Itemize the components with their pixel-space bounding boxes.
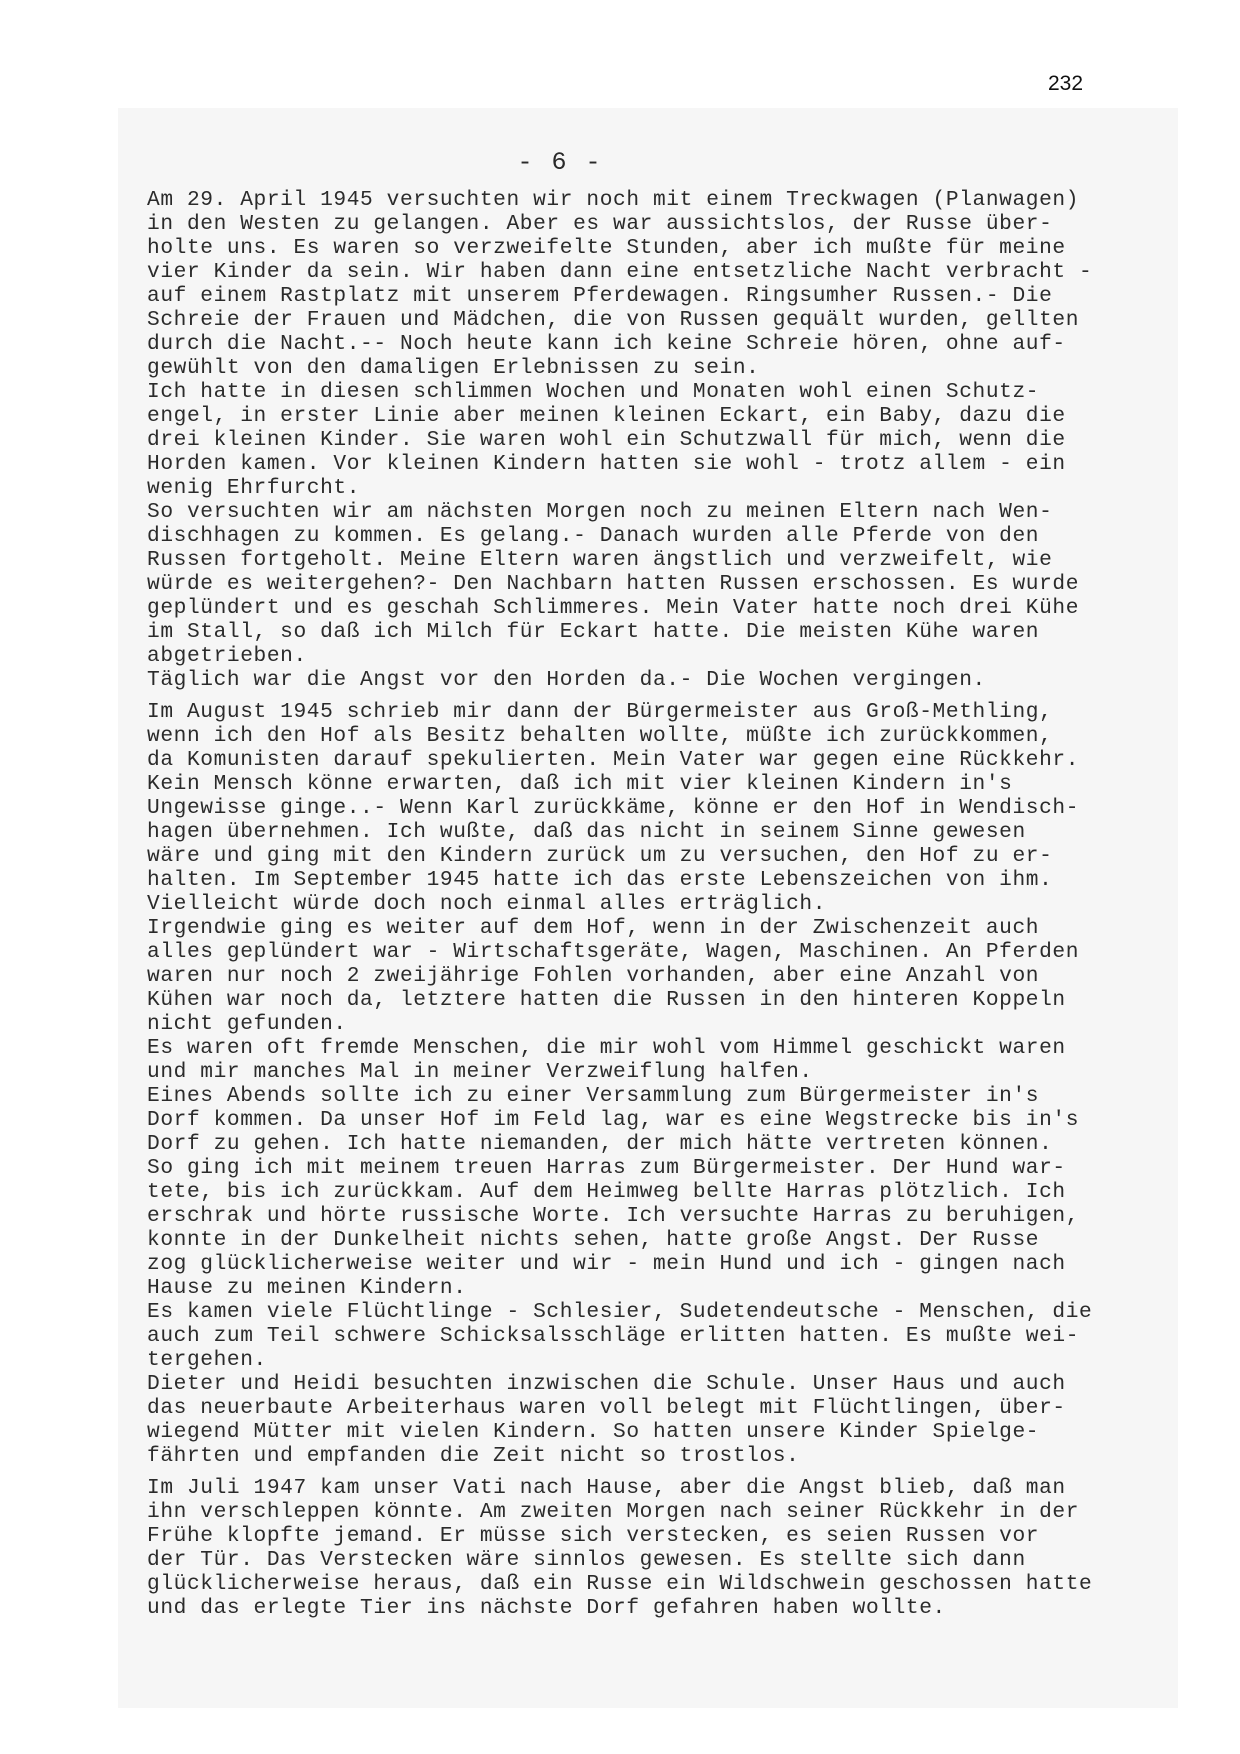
text-line: Kein Mensch könne erwarten, daß ich mit vier kleinen Kindern in's bbox=[147, 772, 1013, 796]
text-line: Schreie der Frauen und Mädchen, die von Russen gequält wurden, gellten bbox=[147, 308, 1080, 332]
text-line: Frühe klopfte jemand. Er müsse sich verstecken, es seien Russen vor bbox=[147, 1524, 1040, 1548]
typewritten-text-body bbox=[147, 188, 1167, 1620]
text-line: Eines Abends sollte ich zu einer Versammlung zum Bürgermeister in's bbox=[147, 1084, 1040, 1108]
text-line: Kühen war noch da, letztere hatten die Russen in den hinteren Koppeln bbox=[147, 988, 1066, 1012]
paragraph-gap bbox=[147, 1468, 1167, 1476]
text-line: waren nur noch 2 zweijährige Fohlen vorhanden, aber eine Anzahl von bbox=[147, 964, 1040, 988]
text-line: So versuchten wir am nächsten Morgen noch zu meinen Eltern nach Wen- bbox=[147, 500, 1053, 524]
text-line: tete, bis ich zurückkam. Auf dem Heimweg bellte Harras plötzlich. Ich bbox=[147, 1180, 1066, 1204]
text-line: würde es weitergehen?- Den Nachbarn hatten Russen erschossen. Es wurde bbox=[147, 572, 1080, 596]
section-number: - 6 - bbox=[517, 148, 603, 177]
text-line: wenig Ehrfurcht. bbox=[147, 476, 361, 500]
text-line: holte uns. Es waren so verzweifelte Stunden, aber ich mußte für meine bbox=[147, 236, 1066, 260]
text-line: fährten und empfanden die Zeit nicht so trostlos. bbox=[147, 1444, 800, 1468]
text-line: der Tür. Das Verstecken wäre sinnlos gewesen. Es stellte sich dann bbox=[147, 1548, 1026, 1572]
text-line: drei kleinen Kinder. Sie waren wohl ein Schutzwall für mich, wenn die bbox=[147, 428, 1066, 452]
text-line: erschrak und hörte russische Worte. Ich versuchte Harras zu beruhigen, bbox=[147, 1204, 1080, 1228]
text-line: Im August 1945 schrieb mir dann der Bürgermeister aus Groß-Methling, bbox=[147, 700, 1053, 724]
text-line: konnte in der Dunkelheit nichts sehen, hatte große Angst. Der Russe bbox=[147, 1228, 1040, 1252]
text-line: tergehen. bbox=[147, 1348, 267, 1372]
text-line: und mir manches Mal in meiner Verzweiflung halfen. bbox=[147, 1060, 813, 1084]
text-line: geplündert und es geschah Schlimmeres. Mein Vater hatte noch drei Kühe bbox=[147, 596, 1080, 620]
text-line: auf einem Rastplatz mit unserem Pferdewagen. Ringsumher Russen.- Die bbox=[147, 284, 1053, 308]
text-line: zog glücklicherweise weiter und wir - mein Hund und ich - gingen nach bbox=[147, 1252, 1066, 1276]
text-line: vier Kinder da sein. Wir haben dann eine entsetzliche Nacht verbracht - bbox=[147, 260, 1093, 284]
text-line: wäre und ging mit den Kindern zurück um zu versuchen, den Hof zu er- bbox=[147, 844, 1053, 868]
text-line: abgetrieben. bbox=[147, 644, 307, 668]
text-line: Täglich war die Angst vor den Horden da.- Die Wochen vergingen. bbox=[147, 668, 986, 692]
text-line: und das erlegte Tier ins nächste Dorf gefahren haben wollte. bbox=[147, 1596, 946, 1620]
text-line: Dorf zu gehen. Ich hatte niemanden, der mich hätte vertreten können. bbox=[147, 1132, 1053, 1156]
text-line: wenn ich den Hof als Besitz behalten wollte, müßte ich zurückkommen, bbox=[147, 724, 1053, 748]
text-line: da Komunisten darauf spekulierten. Mein Vater war gegen eine Rückkehr. bbox=[147, 748, 1080, 772]
text-line: Im Juli 1947 kam unser Vati nach Hause, aber die Angst blieb, daß man bbox=[147, 1476, 1066, 1500]
text-line: Ich hatte in diesen schlimmen Wochen und Monaten wohl einen Schutz- bbox=[147, 380, 1040, 404]
text-line: das neuerbaute Arbeiterhaus waren voll belegt mit Flüchtlingen, über- bbox=[147, 1396, 1066, 1420]
text-line: Horden kamen. Vor kleinen Kindern hatten sie wohl - trotz allem - ein bbox=[147, 452, 1066, 476]
text-line: Hause zu meinen Kindern. bbox=[147, 1276, 467, 1300]
text-line: Dieter und Heidi besuchten inzwischen die Schule. Unser Haus und auch bbox=[147, 1372, 1066, 1396]
text-line: dischhagen zu kommen. Es gelang.- Danach wurden alle Pferde von den bbox=[147, 524, 1040, 548]
text-line: Irgendwie ging es weiter auf dem Hof, wenn in der Zwischenzeit auch bbox=[147, 916, 1040, 940]
paragraph bbox=[147, 1476, 1167, 1620]
text-line: Ungewisse ginge..- Wenn Karl zurückkäme, könne er den Hof in Wendisch- bbox=[147, 796, 1080, 820]
text-line: durch die Nacht.-- Noch heute kann ich keine Schreie hören, ohne auf- bbox=[147, 332, 1066, 356]
text-line: ihn verschleppen könnte. Am zweiten Morgen nach seiner Rückkehr in der bbox=[147, 1500, 1080, 1524]
text-line: wiegend Mütter mit vielen Kindern. So hatten unsere Kinder Spielge- bbox=[147, 1420, 1040, 1444]
text-line: Am 29. April 1945 versuchten wir noch mit einem Treckwagen (Planwagen) bbox=[147, 188, 1080, 212]
text-line: nicht gefunden. bbox=[147, 1012, 347, 1036]
page-number: 232 bbox=[1048, 72, 1084, 95]
text-line: alles geplündert war - Wirtschaftsgeräte, Wagen, Maschinen. An Pferden bbox=[147, 940, 1080, 964]
paragraph bbox=[147, 188, 1167, 692]
text-line: hagen übernehmen. Ich wußte, daß das nicht in seinem Sinne gewesen bbox=[147, 820, 1026, 844]
text-line: Vielleicht würde doch noch einmal alles erträglich. bbox=[147, 892, 827, 916]
text-line: glücklicherweise heraus, daß ein Russe ein Wildschwein geschossen hatte bbox=[147, 1572, 1093, 1596]
text-line: in den Westen zu gelangen. Aber es war aussichtslos, der Russe über- bbox=[147, 212, 1053, 236]
text-line: im Stall, so daß ich Milch für Eckart hatte. Die meisten Kühe waren bbox=[147, 620, 1040, 644]
paragraph bbox=[147, 700, 1167, 1468]
text-line: So ging ich mit meinem treuen Harras zum Bürgermeister. Der Hund war- bbox=[147, 1156, 1066, 1180]
text-line: Dorf kommen. Da unser Hof im Feld lag, war es eine Wegstrecke bis in's bbox=[147, 1108, 1080, 1132]
text-line: Es kamen viele Flüchtlinge - Schlesier, Sudetendeutsche - Menschen, die bbox=[147, 1300, 1093, 1324]
text-line: Es waren oft fremde Menschen, die mir wohl vom Himmel geschickt waren bbox=[147, 1036, 1066, 1060]
text-line: engel, in erster Linie aber meinen kleinen Eckart, ein Baby, dazu die bbox=[147, 404, 1066, 428]
text-line: halten. Im September 1945 hatte ich das erste Lebenszeichen von ihm. bbox=[147, 868, 1053, 892]
text-line: Russen fortgeholt. Meine Eltern waren ängstlich und verzweifelt, wie bbox=[147, 548, 1053, 572]
text-line: auch zum Teil schwere Schicksalsschläge erlitten hatten. Es mußte wei- bbox=[147, 1324, 1080, 1348]
paragraph-gap bbox=[147, 692, 1167, 700]
text-line: gewühlt von den damaligen Erlebnissen zu sein. bbox=[147, 356, 760, 380]
